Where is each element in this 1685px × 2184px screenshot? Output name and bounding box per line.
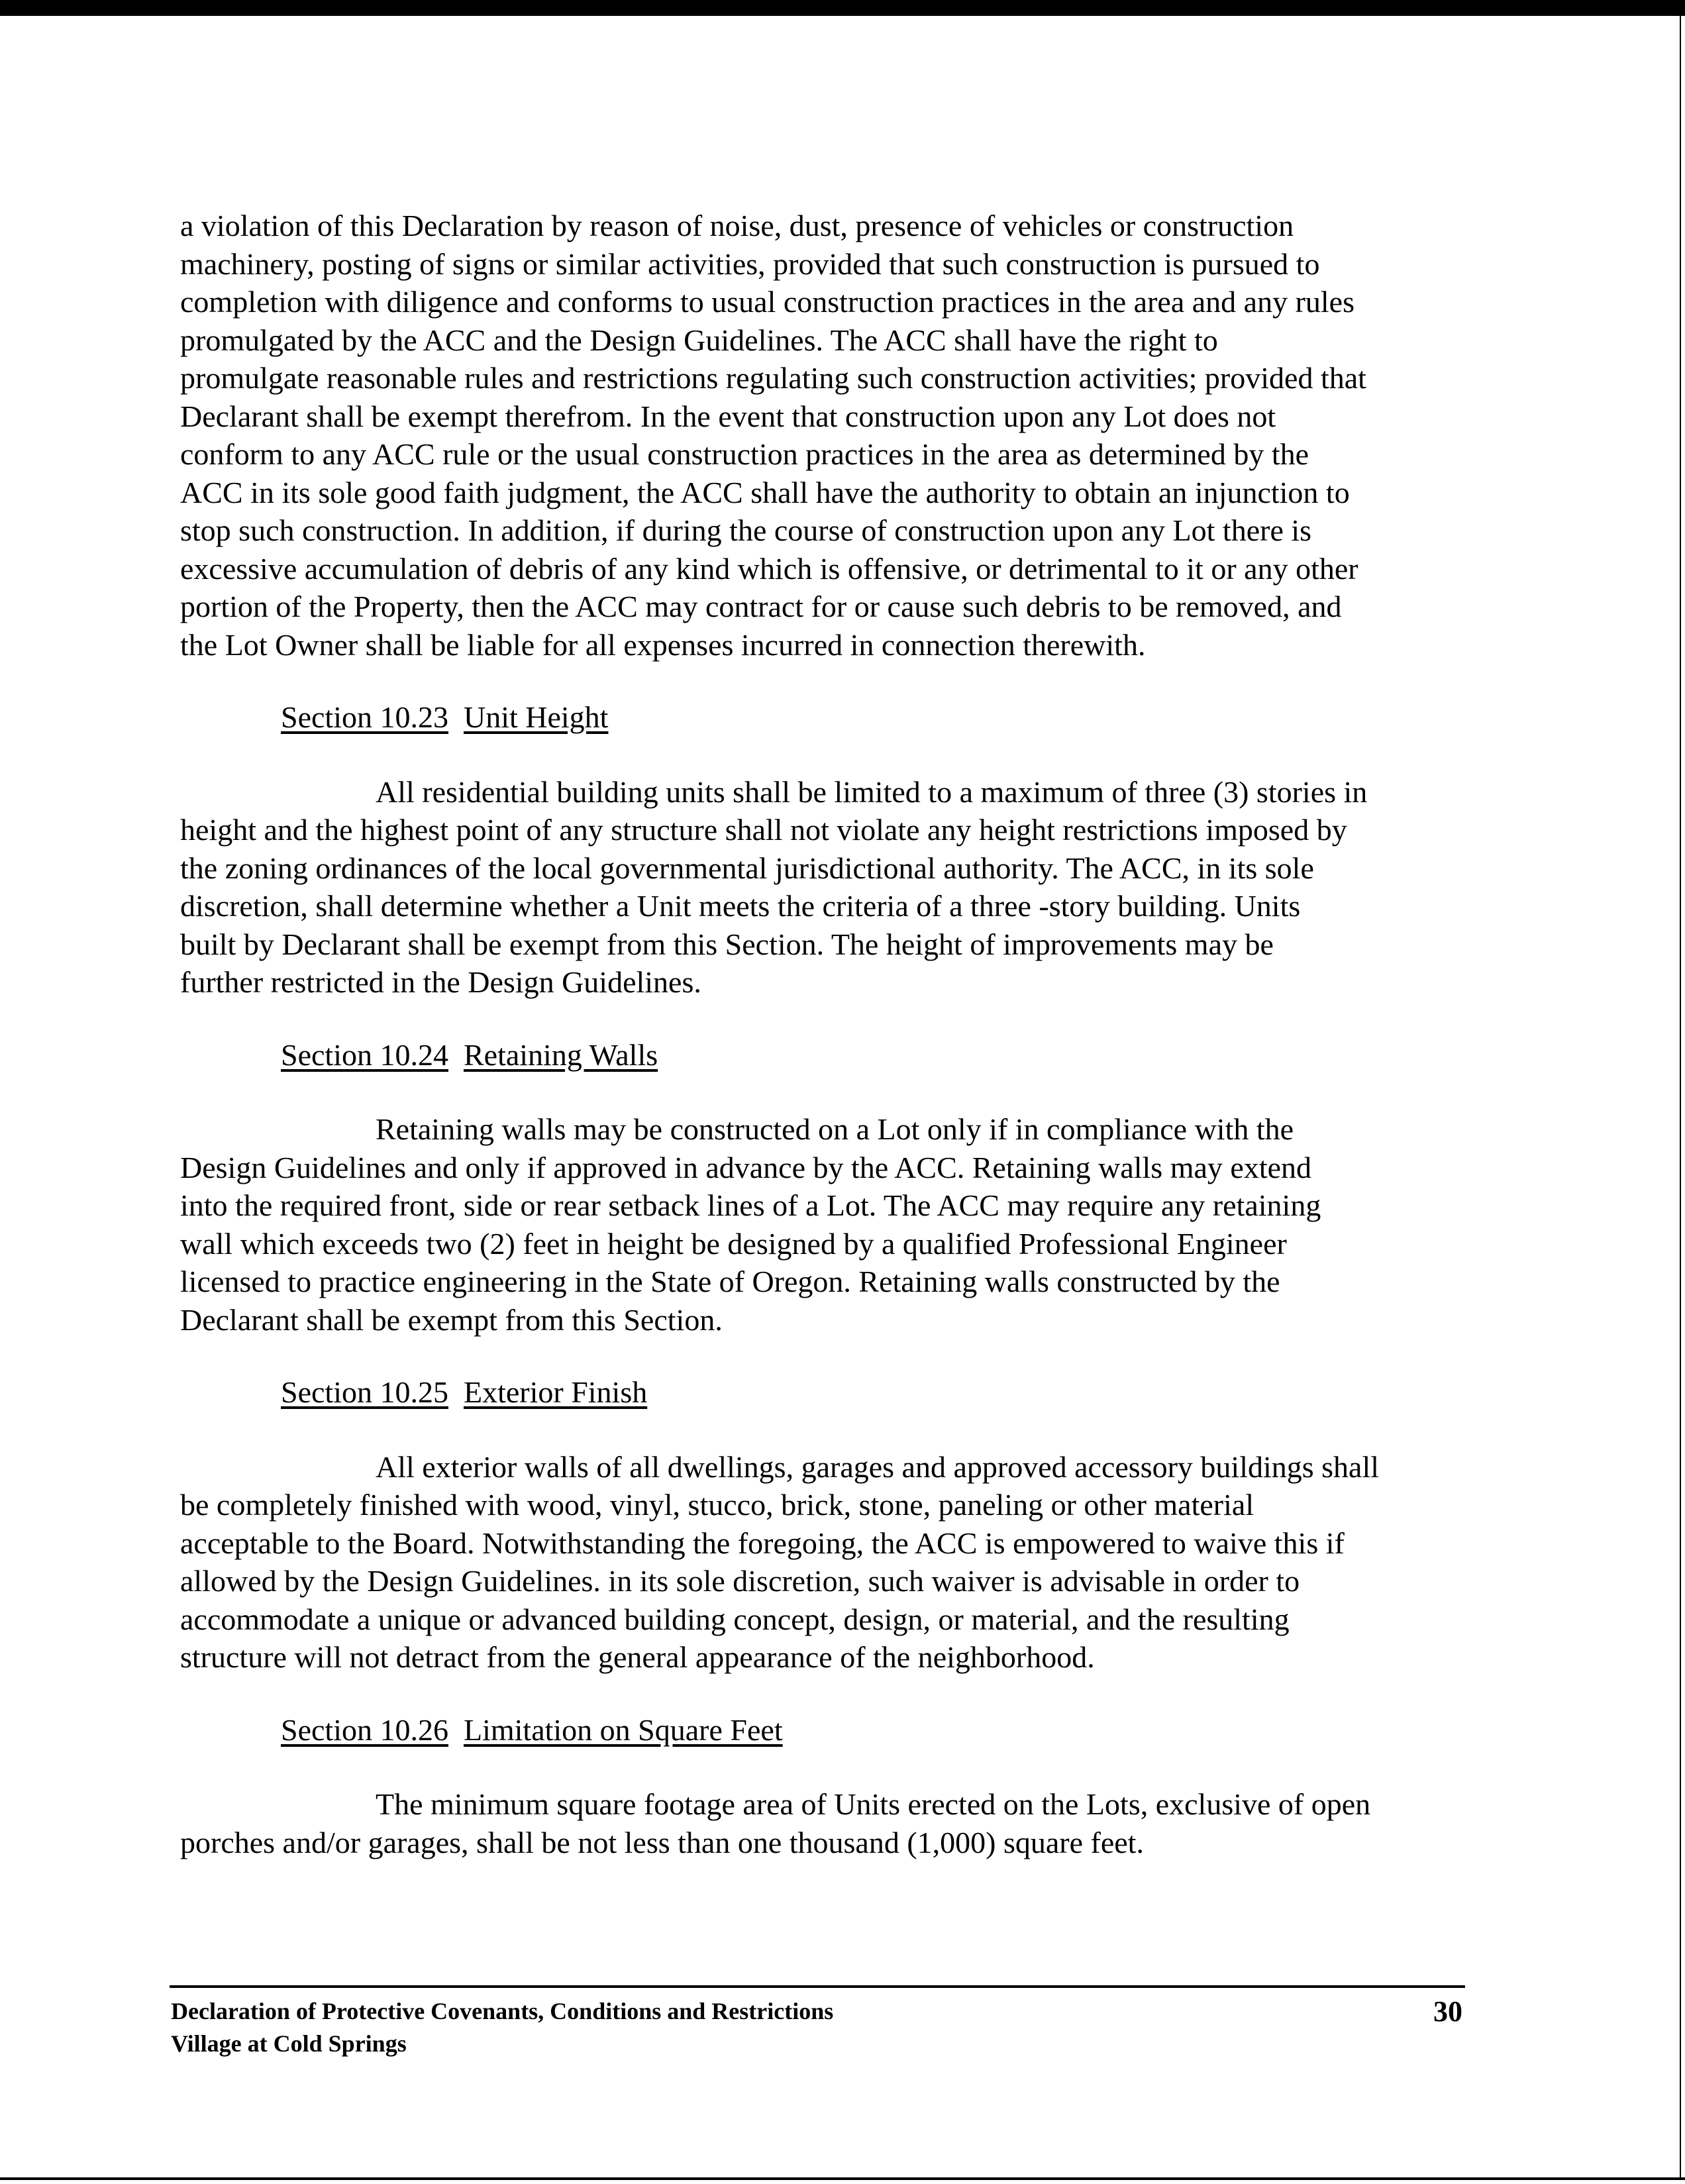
section-paragraph-10-25 bbox=[180, 1448, 1505, 1677]
text-line: the zoning ordinances of the local governmental jurisdictional authority. The ACC, in its sole bbox=[180, 851, 1314, 885]
scan-bottom-border bbox=[0, 2177, 1685, 2180]
page-number: 30 bbox=[1433, 1995, 1462, 2028]
text-line: discretion, shall determine whether a Unit meets the criteria of a three -story building. Units bbox=[180, 889, 1301, 923]
text-line: built by Declarant shall be exempt from this Section. The height of improvements may be bbox=[180, 927, 1274, 961]
text-line: structure will not detract from the general appearance of the neighborhood. bbox=[180, 1640, 1095, 1674]
section-title: Unit Height bbox=[463, 700, 609, 734]
text-line: allowed by the Design Guidelines. in its sole discretion, such waiver is advisable in order to bbox=[180, 1564, 1300, 1598]
section-heading-10-26 bbox=[180, 1711, 1505, 1749]
text-line: licensed to practice engineering in the State of Oregon. Retaining walls constructed by the bbox=[180, 1265, 1280, 1298]
text-line: completion with diligence and conforms to usual construction practices in the area and any rules bbox=[180, 285, 1354, 319]
text-line: the Lot Owner shall be liable for all expenses incurred in connection therewith. bbox=[180, 627, 1146, 662]
scan-top-border bbox=[0, 0, 1685, 16]
text-line: height and the highest point of any structure shall not violate any height restrictions imposed by bbox=[180, 813, 1347, 847]
text-line: The minimum square footage area of Units erected on the Lots, exclusive of open bbox=[376, 1787, 1371, 1821]
section-number: Section 10.26 bbox=[281, 1712, 448, 1747]
text-line: All exterior walls of all dwellings, garages and approved accessory buildings shall bbox=[376, 1449, 1380, 1484]
continuation-paragraph bbox=[180, 207, 1505, 664]
text-line: Declarant shall be exempt therefrom. In the event that construction upon any Lot does not bbox=[180, 399, 1276, 433]
text-line: portion of the Property, then the ACC may contract for or cause such debris to be removed, and bbox=[180, 590, 1342, 623]
text-line: further restricted in the Design Guidelines. bbox=[180, 965, 701, 999]
section-title: Retaining Walls bbox=[463, 1037, 658, 1072]
text-line: Design Guidelines and only if approved in advance by the ACC. Retaining walls may extend bbox=[180, 1150, 1312, 1184]
footer-subtitle: Village at Cold Springs bbox=[171, 2030, 407, 2057]
section-number: Section 10.24 bbox=[281, 1037, 448, 1072]
section-heading-10-24 bbox=[180, 1036, 1505, 1074]
text-line: into the required front, side or rear setback lines of a Lot. The ACC may require any retaining bbox=[180, 1188, 1321, 1222]
document-body bbox=[180, 207, 1505, 1861]
text-line: acceptable to the Board. Notwithstanding the foregoing, the ACC is empowered to waive this if bbox=[180, 1526, 1345, 1560]
scan-right-edge bbox=[1680, 16, 1681, 2177]
text-line: a violation of this Declaration by reason of noise, dust, presence of vehicles or construction bbox=[180, 209, 1294, 242]
text-line: machinery, posting of signs or similar activities, provided that such construction is pursued to bbox=[180, 246, 1320, 281]
text-line: be completely finished with wood, vinyl, stucco, brick, stone, paneling or other material bbox=[180, 1488, 1254, 1522]
section-number: Section 10.23 bbox=[281, 700, 448, 734]
text-line: ACC in its sole good faith judgment, the ACC shall have the authority to obtain an injunction to bbox=[180, 475, 1350, 509]
text-line: conform to any ACC rule or the usual construction practices in the area as determined by the bbox=[180, 437, 1309, 471]
text-line: Retaining walls may be constructed on a Lot only if in compliance with the bbox=[376, 1112, 1294, 1146]
text-line: excessive accumulation of debris of any kind which is offensive, or detrimental to it or any other bbox=[180, 551, 1358, 586]
text-line: porches and/or garages, shall be not less than one thousand (1,000) square feet. bbox=[180, 1825, 1144, 1859]
text-line: promulgate reasonable rules and restrictions regulating such construction activities; provided that bbox=[180, 361, 1366, 395]
section-paragraph-10-24 bbox=[180, 1110, 1505, 1339]
section-title: Exterior Finish bbox=[463, 1375, 648, 1409]
section-paragraph-10-26 bbox=[180, 1785, 1505, 1861]
section-number: Section 10.25 bbox=[281, 1375, 448, 1409]
text-line: Declarant shall be exempt from this Section. bbox=[180, 1302, 723, 1337]
section-heading-10-23 bbox=[180, 698, 1505, 737]
footer-divider bbox=[170, 1985, 1465, 1988]
footer-title: Declaration of Protective Covenants, Conditions and Restrictions bbox=[171, 1998, 834, 2024]
section-heading-10-25 bbox=[180, 1373, 1505, 1412]
text-line: accommodate a unique or advanced building concept, design, or material, and the resulting bbox=[180, 1602, 1290, 1636]
page-footer bbox=[171, 1995, 1469, 2060]
section-title: Limitation on Square Feet bbox=[463, 1712, 783, 1747]
section-paragraph-10-23 bbox=[180, 773, 1505, 1002]
text-line: wall which exceeds two (2) feet in height be designed by a qualified Professional Engineer bbox=[180, 1226, 1287, 1261]
text-line: stop such construction. In addition, if during the course of construction upon any Lot there is bbox=[180, 513, 1312, 547]
text-line: All residential building units shall be limited to a maximum of three (3) stories in bbox=[376, 774, 1368, 809]
text-line: promulgated by the ACC and the Design Guidelines. The ACC shall have the right to bbox=[180, 323, 1218, 357]
